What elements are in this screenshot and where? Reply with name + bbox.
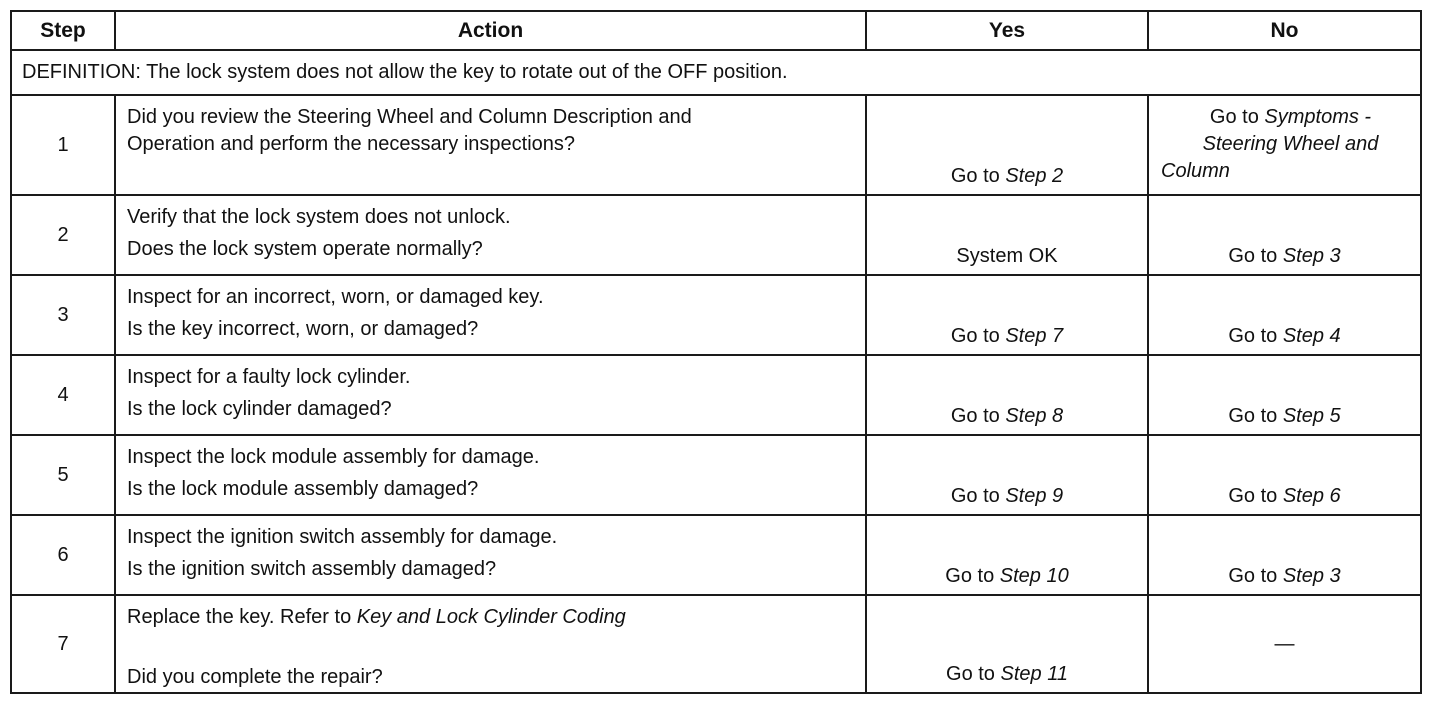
- go-to-label: Go to: [1228, 245, 1278, 267]
- header-action: Action: [115, 11, 866, 50]
- go-to-label: Go to: [950, 405, 1000, 427]
- no-step-ref: Step 3: [1282, 245, 1341, 267]
- step-number: 5: [11, 435, 115, 515]
- yes-step-ref: Step 8: [1005, 405, 1064, 427]
- action-text: [127, 604, 855, 631]
- header-yes: Yes: [866, 11, 1148, 50]
- yes-text: System OK: [956, 245, 1058, 267]
- yes-cell: [866, 195, 1148, 275]
- yes-step-ref: Step 7: [1005, 325, 1064, 347]
- action-cell: [115, 595, 866, 693]
- no-ref: Steering Wheel and: [1202, 133, 1379, 155]
- go-to-label: Go to: [946, 663, 995, 685]
- question-text: Is the key incorrect, worn, or damaged?: [127, 318, 479, 340]
- definition-row: [11, 50, 1421, 95]
- no-cell: [1148, 515, 1421, 595]
- go-to-label: Go to: [1228, 325, 1278, 347]
- action-text: Did you review the Steering Wheel and Column Description and: [127, 106, 692, 128]
- no-cell: [1148, 355, 1421, 435]
- go-to-label: Go to: [1209, 106, 1259, 128]
- action-cell: [115, 95, 866, 195]
- action-ref: Key and Lock Cylinder Coding: [356, 606, 626, 628]
- no-cell: [1148, 195, 1421, 275]
- question-text: Is the ignition switch assembly damaged?: [127, 558, 497, 580]
- header-row: [11, 11, 1421, 50]
- step-number: 1: [11, 95, 115, 195]
- action-cell: [115, 515, 866, 595]
- step-number: 4: [11, 355, 115, 435]
- question-text: Is the lock cylinder damaged?: [127, 398, 392, 420]
- no-step-ref: Step 3: [1282, 565, 1341, 587]
- go-to-label: Go to: [1228, 485, 1278, 507]
- definition-text: DEFINITION: The lock system does not allow the key to rotate out of the OFF position.: [11, 50, 1421, 95]
- step-number: 3: [11, 275, 115, 355]
- no-ref: Symptoms -: [1264, 106, 1372, 128]
- yes-step-ref: Step 2: [1005, 165, 1064, 187]
- diagnostic-table: [10, 10, 1422, 694]
- yes-step-ref: Step 11: [1000, 663, 1068, 685]
- no-cell: [1148, 275, 1421, 355]
- yes-cell: [866, 355, 1148, 435]
- go-to-label: Go to: [950, 325, 1000, 347]
- yes-cell: [866, 515, 1148, 595]
- table-row: [11, 95, 1421, 195]
- no-ref: Column: [1161, 160, 1230, 182]
- table-row: [11, 275, 1421, 355]
- action-text: Inspect the lock module assembly for damage.: [127, 446, 540, 468]
- question-text: Does the lock system operate normally?: [127, 238, 483, 260]
- no-cell: [1148, 95, 1421, 195]
- yes-step-ref: Step 9: [1005, 485, 1064, 507]
- action-cell: [115, 275, 866, 355]
- no-cell: [1148, 595, 1421, 693]
- go-to-label: Go to: [945, 565, 995, 587]
- action-text: Inspect for a faulty lock cylinder.: [127, 366, 411, 388]
- action-cell: [115, 435, 866, 515]
- no-step-ref: Step 6: [1282, 485, 1341, 507]
- question-text: Is the lock module assembly damaged?: [127, 478, 479, 500]
- go-to-label: Go to: [1228, 565, 1278, 587]
- table-row: [11, 515, 1421, 595]
- yes-cell: [866, 435, 1148, 515]
- action-text: Verify that the lock system does not unlock.: [127, 206, 511, 228]
- action-text: Inspect the ignition switch assembly for damage.: [127, 526, 558, 548]
- go-to-label: Go to: [1228, 405, 1278, 427]
- yes-cell: [866, 595, 1148, 693]
- step-number: 6: [11, 515, 115, 595]
- action-cell: [115, 355, 866, 435]
- go-to-label: Go to: [950, 485, 1000, 507]
- question-text: Did you complete the repair?: [127, 666, 383, 688]
- no-step-ref: Step 4: [1282, 325, 1341, 347]
- step-number: 7: [11, 595, 115, 693]
- table-row: [11, 435, 1421, 515]
- action-text: Operation and perform the necessary inspections?: [127, 133, 576, 155]
- no-cell: [1148, 435, 1421, 515]
- action-cell: [115, 195, 866, 275]
- yes-step-ref: Step 10: [999, 565, 1069, 587]
- action-text: Inspect for an incorrect, worn, or damaged key.: [127, 286, 544, 308]
- header-no: No: [1148, 11, 1421, 50]
- no-step-ref: Step 5: [1282, 405, 1341, 427]
- action-prefix: Replace the key. Refer to: [127, 606, 352, 628]
- table-row: [11, 595, 1421, 693]
- header-step: Step: [11, 11, 115, 50]
- step-number: 2: [11, 195, 115, 275]
- yes-cell: [866, 275, 1148, 355]
- no-text: —: [1274, 632, 1295, 655]
- yes-cell: [866, 95, 1148, 195]
- table-row: [11, 355, 1421, 435]
- table-row: [11, 195, 1421, 275]
- go-to-label: Go to: [950, 165, 1000, 187]
